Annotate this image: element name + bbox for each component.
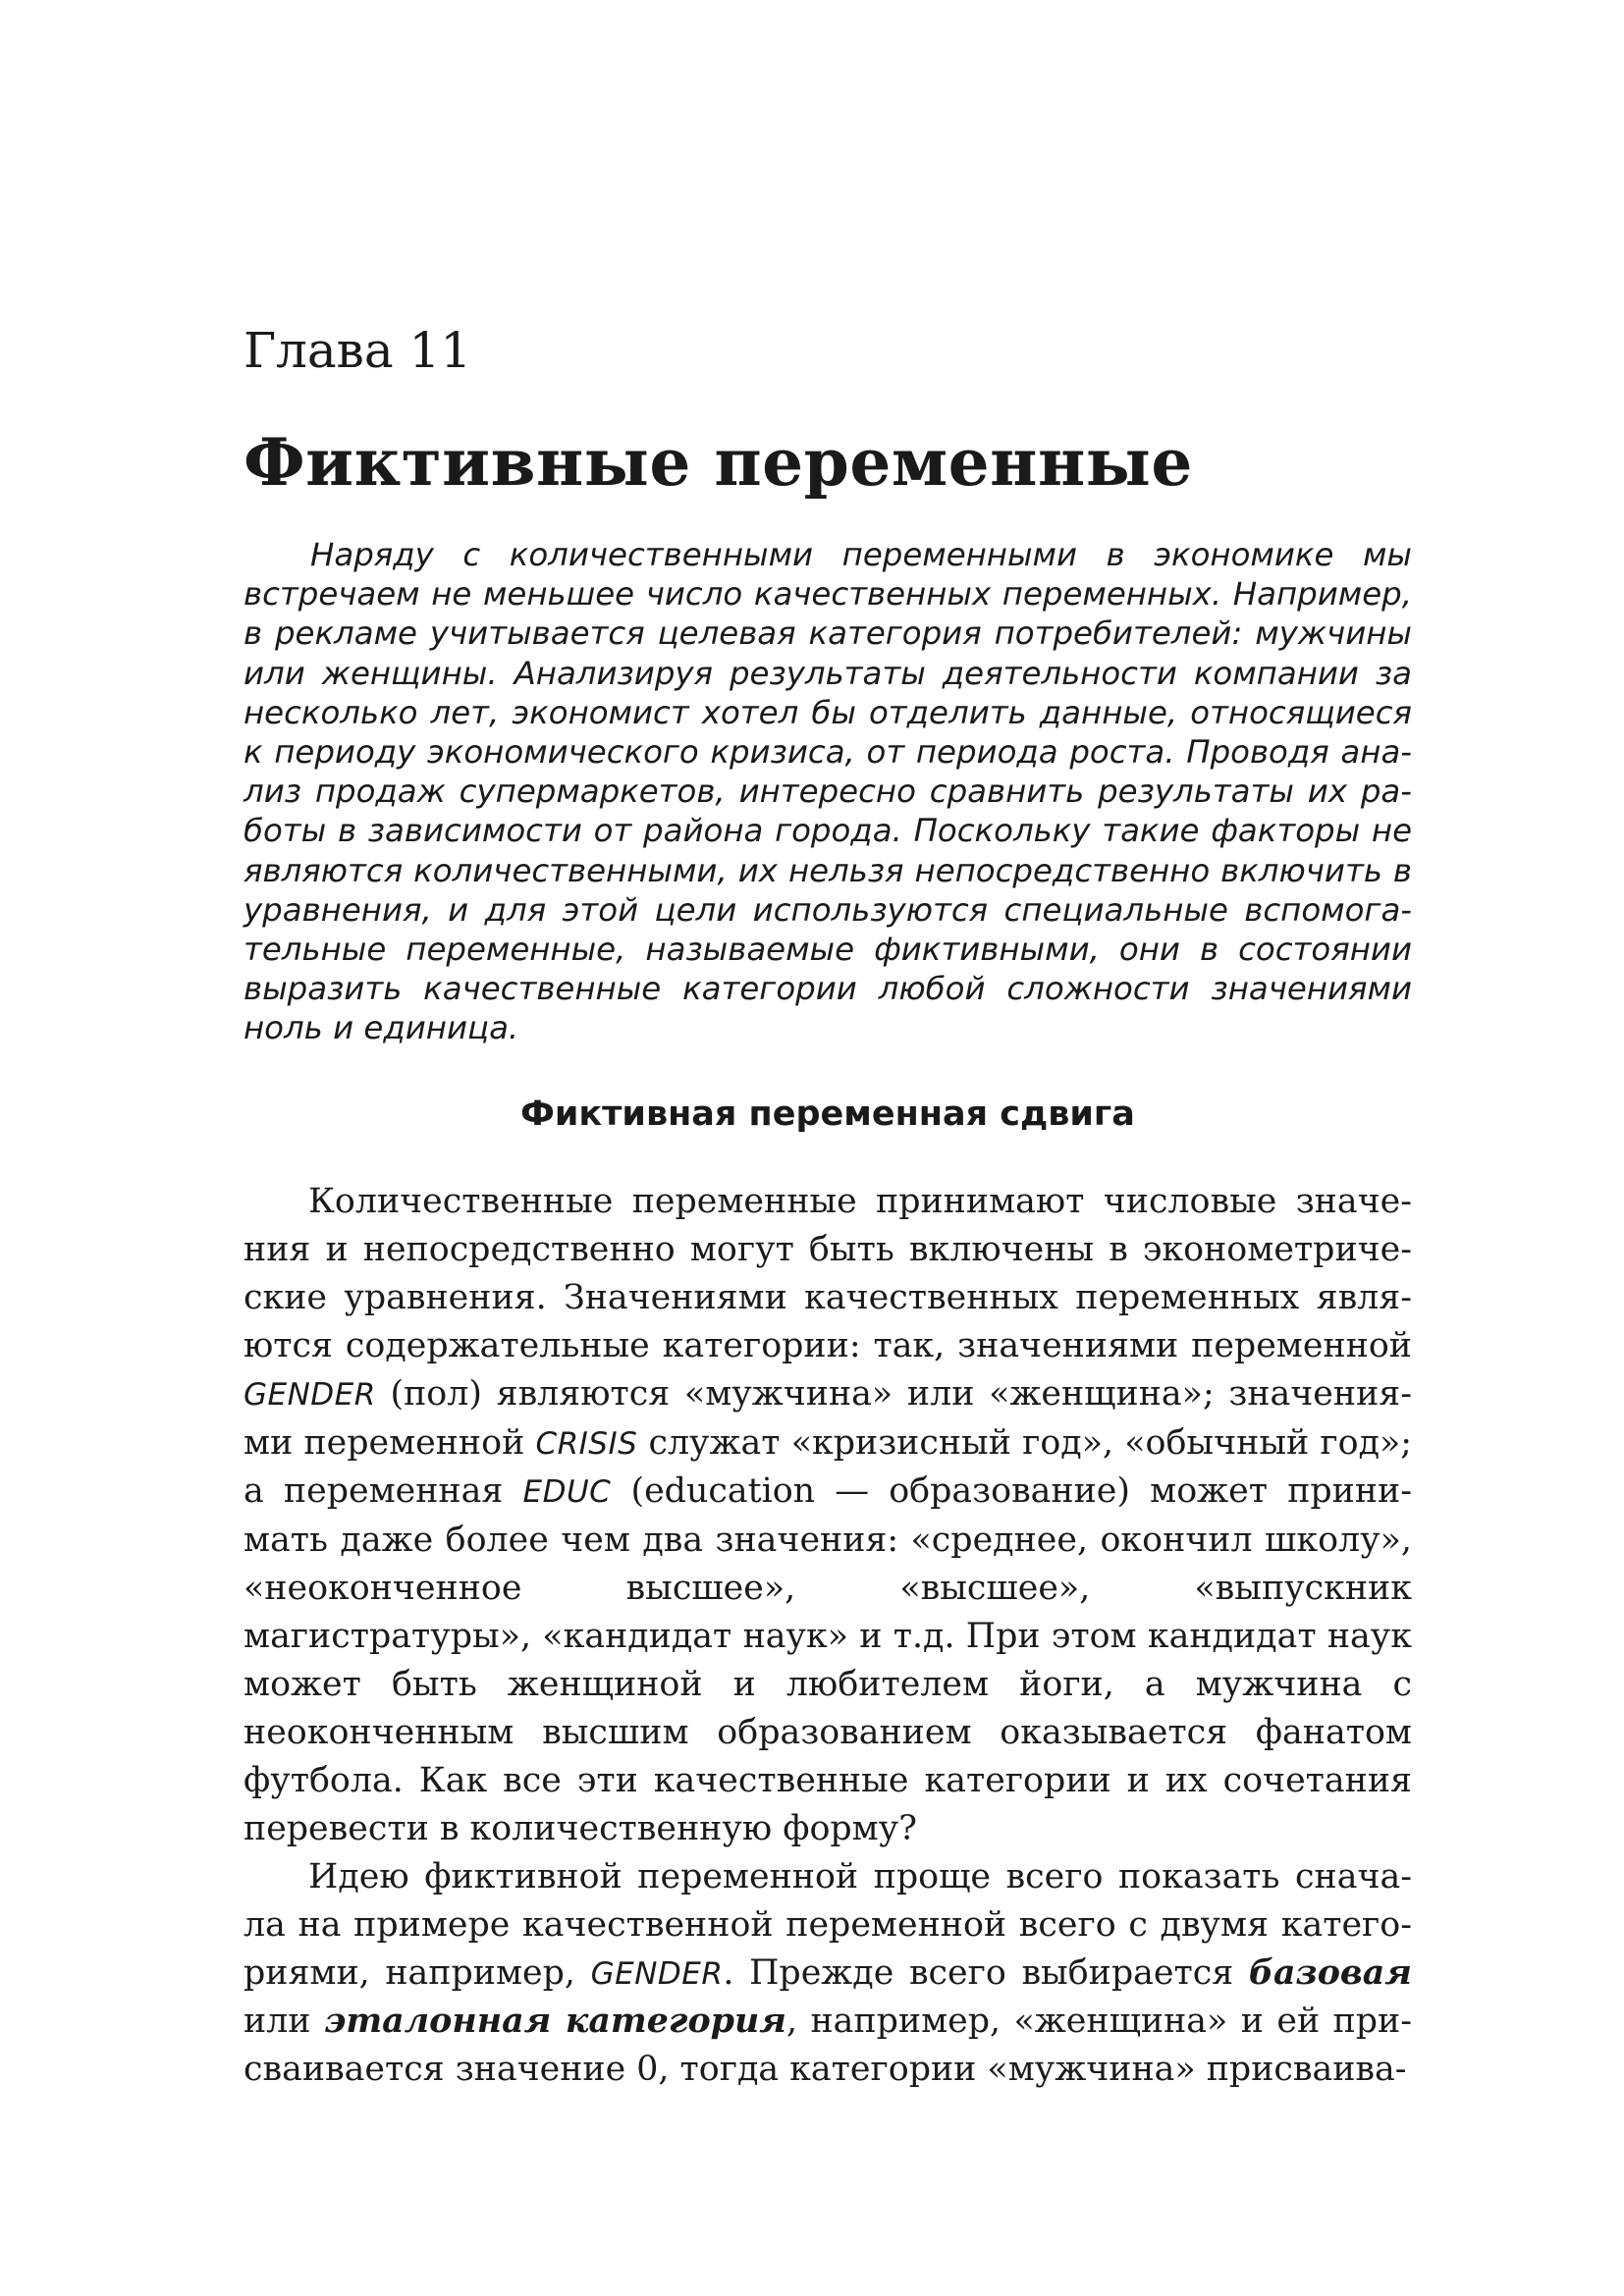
variable-educ: EDUC bbox=[522, 1474, 612, 1511]
paragraph-1-text-4: (education — образование) может принимать даже более чем два значения: «среднее, окончил школу», «неоконченное высшее», «высшее», «выпускник магистратуры», «кандидат наук» и т.д. При этом кандидат наук может быть женщиной и любителем йоги, а мужчина с неоконченным высшим образованием оказывается фанатом футбола. Как все эти качественные категории и их сочетания перевести в количественную форму? bbox=[244, 1471, 1413, 1848]
chapter-label: Глава 11 bbox=[244, 322, 472, 379]
term-base-category: базовая bbox=[1248, 1951, 1412, 1993]
paragraph-2-text-2: . Прежде всего выбирается bbox=[723, 1952, 1249, 1993]
paragraph-1-text-2: (пол) являются «мужчина» или «женщина»; значениями переменной bbox=[244, 1373, 1412, 1463]
paragraph-2 bbox=[244, 1853, 1412, 2095]
chapter-title: Фиктивные переменные bbox=[244, 424, 1193, 501]
variable-gender-2: GENDER bbox=[590, 1955, 724, 1992]
paragraph-2-text-4: , например, «женщина» и ей присваивается значение 0, тогда категории «мужчина» присваива- bbox=[244, 2002, 1412, 2090]
section-title: Фиктивная переменная сдвига bbox=[520, 1095, 1135, 1134]
variable-gender: GENDER bbox=[244, 1376, 376, 1413]
paragraph-2-text-3: или bbox=[244, 2002, 324, 2042]
variable-crisis: CRISIS bbox=[535, 1425, 638, 1462]
chapter-abstract: Наряду с количественными переменными в экономике мы встречаем не меньшее число качественных переменных. Например, в рекламе учитывается целевая категория потребителей: мужчины или женщины. Анализируя результаты деятельности компании за несколько лет, экономист хотел бы отделить данные, относящиеся к периоду экономического кризиса, от периода роста. Проводя анализ продаж супермаркетов, интересно сравнить результаты их работы в зависимости от района города. Поскольку такие факторы не являются количественными, их нельзя непосредственно включить в уравнения, и для этой цели используются специальные вспомогательные переменные, называемые фиктивными, они в состоянии выразить качественные категории любой сложности значениями ноль и единица. bbox=[244, 536, 1412, 1047]
paragraph-2-text-1: Идею фиктивной переменной проще всего показать сначала на примере качественной переменной всего с двумя категориями, например, bbox=[244, 1856, 1412, 1993]
paragraph-1-text-3: служат «кризисный год», «обычный год»; а переменная bbox=[244, 1422, 1413, 1512]
body-text bbox=[244, 1178, 1412, 2094]
paragraph-1-text-1: Количественные переменные принимают числовые значения и непосредственно могут быть включены в эконометрические уравнения. Значениями качественных переменных являются содержательные категории: так, значениями переменной bbox=[244, 1182, 1412, 1365]
paragraph-1 bbox=[244, 1178, 1412, 1853]
term-reference-category: эталонная категория bbox=[323, 2001, 786, 2042]
